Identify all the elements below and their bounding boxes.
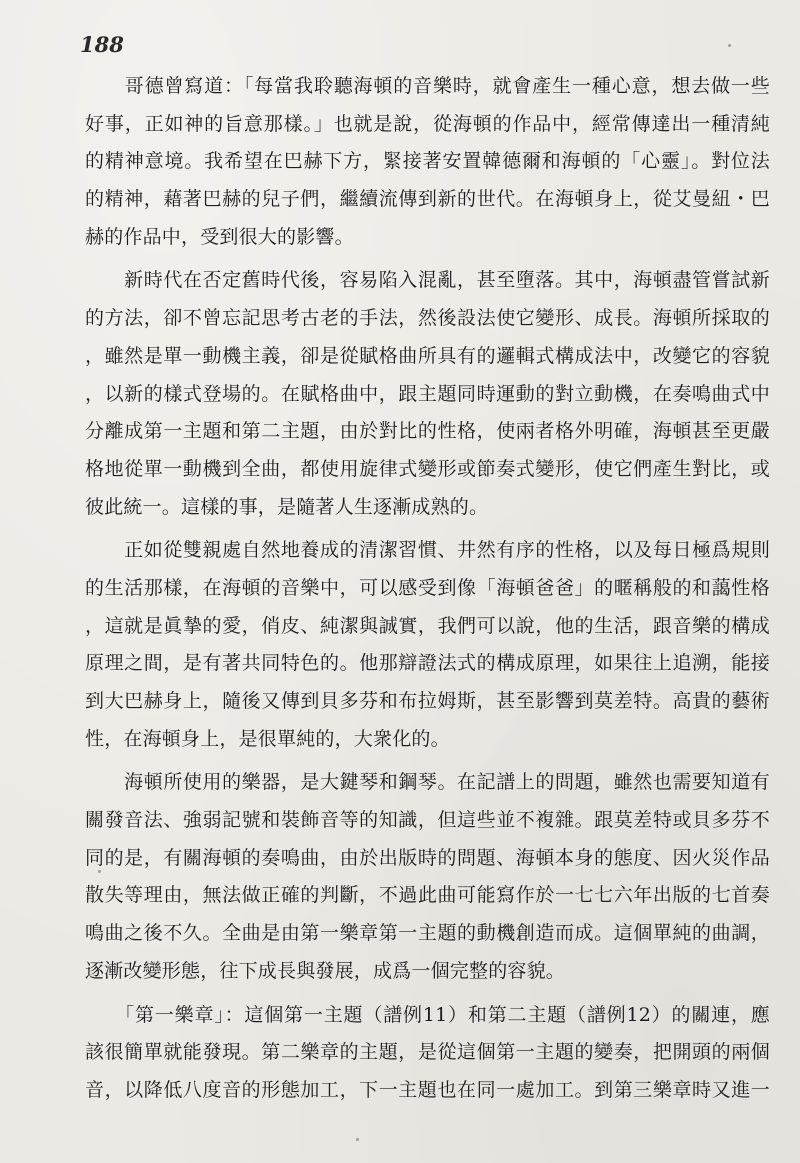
text-line: 正如從雙親處自然地養成的清潔習慣、井然有序的性格，以及每日極爲規則 bbox=[85, 539, 770, 562]
paper-speck bbox=[356, 1138, 359, 1141]
text-line: 的精神，藉著巴赫的兒子們，繼續流傳到新的世代。在海頓身上，從艾曼紐・巴 bbox=[85, 188, 770, 211]
paragraph-1 bbox=[85, 68, 770, 256]
text-line: 的精神意境。我希望在巴赫下方，緊接著安置韓德爾和海頓的「心靈」。對位法 bbox=[85, 150, 770, 173]
text-line: 散失等理由，無法做正確的判斷，不過此曲可能寫作於一七七六年出版的七首奏 bbox=[85, 884, 770, 907]
text-line: 逐漸改變形態，往下成長與發展，成爲一個完整的容貌。 bbox=[85, 959, 566, 982]
text-line: 性，在海頓身上，是很單純的，大衆化的。 bbox=[85, 727, 450, 750]
text-line: ，以新的樣式登場的。在賦格曲中，跟主題同時運動的對立動機，在奏鳴曲式中 bbox=[85, 382, 770, 405]
text-line: 赫的作品中，受到很大的影響。 bbox=[85, 225, 354, 248]
text-line: ，這就是眞摯的愛，俏皮、純潔與誠實，我們可以說，他的生活，跟音樂的構成 bbox=[85, 614, 770, 637]
paper-speck bbox=[98, 870, 101, 873]
text-line: 關發音法、強弱記號和裝飾音等的知識，但這些並不複雜。跟莫差特或貝多芬不 bbox=[85, 809, 770, 832]
text-line: 音，以降低八度音的形態加工，下一主題也在同一處加工。到第三樂章時又進一 bbox=[85, 1078, 770, 1101]
text-line: 鳴曲之後不久。全曲是由第一樂章第一主題的動機創造而成。這個單純的曲調， bbox=[85, 922, 770, 945]
text-line: ，雖然是單一動機主義，卻是從賦格曲所具有的邏輯式構成法中，改變它的容貌 bbox=[85, 344, 770, 367]
text-line: 新時代在否定舊時代後，容易陷入混亂，甚至墮落。其中，海頓盡管嘗試新 bbox=[85, 269, 770, 292]
text-line: 同的是，有關海頓的奏鳴曲，由於出版時的問題、海頓本身的態度、因火災作品 bbox=[85, 846, 770, 869]
text-line: 分離成第一主題和第二主題，由於對比的性格，使兩者格外明確，海頓甚至更嚴 bbox=[85, 420, 770, 443]
text-line: 原理之間，是有著共同特色的。他那辯證法式的構成原理，如果往上追溯，能接 bbox=[85, 652, 770, 675]
paragraph-4 bbox=[85, 764, 770, 990]
text-line: 的方法，卻不曾忘記思考古老的手法，然後設法使它變形、成長。海頓所採取的 bbox=[85, 307, 770, 330]
text-line: 好事，正如神的旨意那樣。」也就是說，從海頓的作品中，經常傳達出一種清純 bbox=[85, 112, 770, 135]
text-line: 格地從單一動機到全曲，都使用旋律式變形或節奏式變形，使它們產生對比，或 bbox=[85, 457, 770, 480]
text-line: 彼此統一。這樣的事，是隨著人生逐漸成熟的。 bbox=[85, 495, 489, 518]
text-line: 哥德曾寫道：「每當我聆聽海頓的音樂時，就會產生一種心意，想去做一些 bbox=[85, 75, 770, 97]
paragraph-5 bbox=[85, 997, 770, 1110]
paper-speck bbox=[728, 44, 731, 47]
text-line: 海頓所使用的樂器，是大鍵琴和鋼琴。在記譜上的問題，雖然也需要知道有 bbox=[85, 771, 770, 794]
text-line: 「第一樂章」：這個第一主題（譜例11）和第二主題（譜例12）的關連，應 bbox=[85, 1003, 770, 1026]
text-line: 的生活那樣，在海頓的音樂中，可以感受到像「海頓爸爸」的暱稱般的和藹性格 bbox=[85, 576, 770, 599]
text-line: 到大巴赫身上，隨後又傳到貝多芬和布拉姆斯，甚至影響到莫差特。高貴的藝術 bbox=[85, 690, 770, 712]
body-text bbox=[85, 68, 770, 1110]
text-line: 該很簡單就能發現。第二樂章的主題，是從這個第一主題的變奏，把開頭的兩個 bbox=[85, 1041, 770, 1064]
paragraph-3 bbox=[85, 532, 770, 758]
page-number: 188 bbox=[80, 32, 124, 57]
paragraph-2 bbox=[85, 262, 770, 526]
